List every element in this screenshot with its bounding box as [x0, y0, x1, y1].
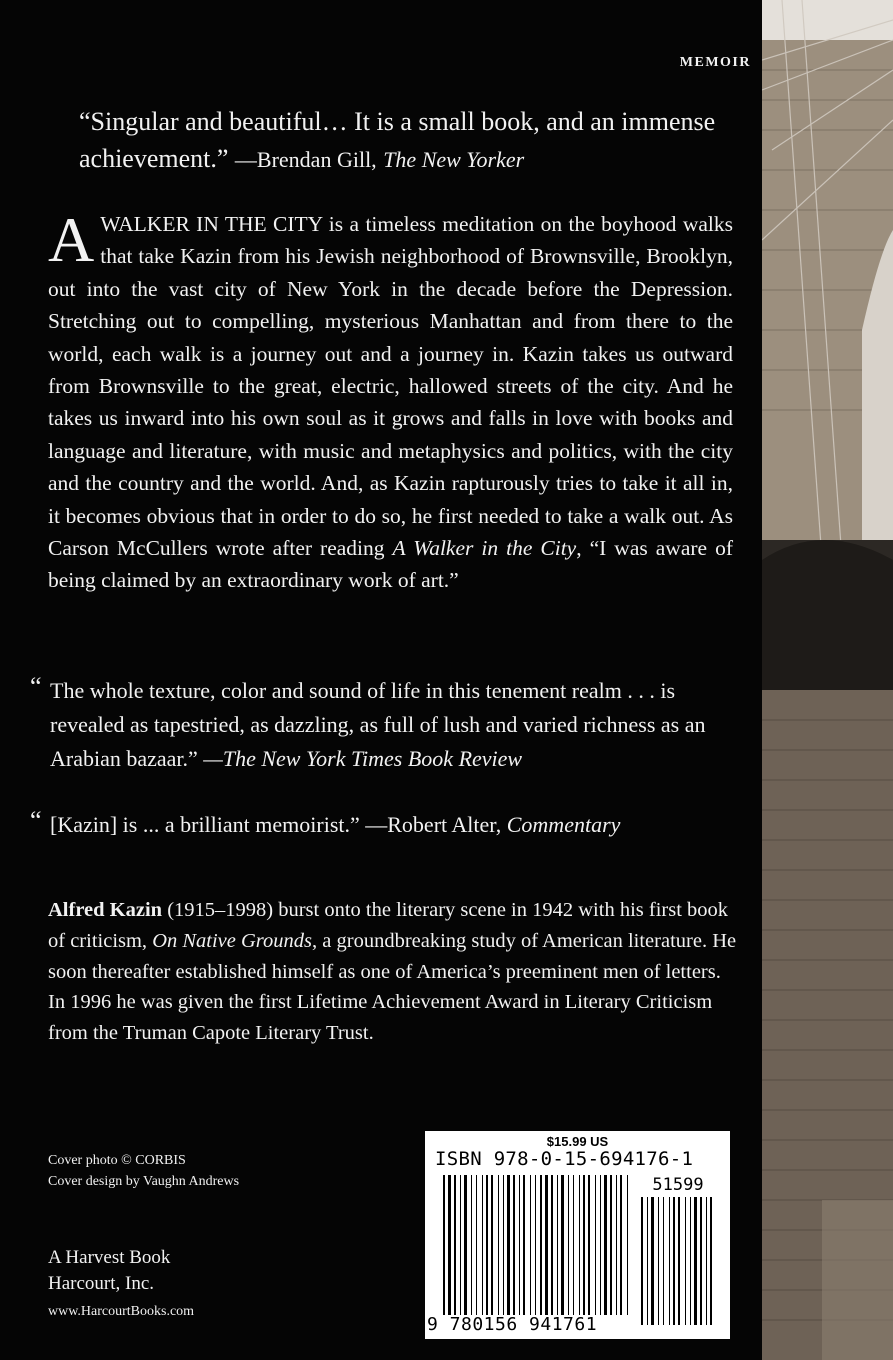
publisher-info — [48, 1245, 194, 1327]
section-label: MEMOIR — [679, 55, 751, 70]
barcode-bar — [523, 1175, 525, 1315]
description-title-caps: WALKER IN THE CITY — [100, 212, 323, 236]
barcode-bar — [573, 1175, 574, 1315]
barcode-bar — [491, 1175, 493, 1315]
barcode-bar — [600, 1175, 601, 1315]
top-quote-source: The New Yorker — [383, 147, 525, 172]
addon-bar — [651, 1197, 654, 1325]
addon-bar — [641, 1197, 643, 1325]
review-quote-source: —The New York Times Book Review — [203, 746, 523, 771]
cover-credits — [48, 1150, 239, 1192]
book-description — [48, 204, 733, 597]
quote-mark: “ — [30, 672, 42, 701]
barcode-bar — [476, 1175, 477, 1315]
price: $15.99 US — [546, 1134, 609, 1149]
description-text-2: , “I was aware of being claimed by an extraordinary work of art.” — [48, 536, 733, 593]
barcode-bar — [454, 1175, 456, 1315]
barcode-bar — [616, 1175, 617, 1315]
review-quote-nyt — [30, 674, 710, 776]
description-book-title: A Walker in the City — [392, 536, 577, 561]
barcode-bar — [583, 1175, 585, 1315]
publisher-imprint: A Harvest Book — [48, 1247, 171, 1268]
barcode-bar — [545, 1175, 548, 1315]
bio-book-title: On Native Grounds — [152, 929, 313, 952]
addon-bar — [710, 1197, 712, 1325]
drop-cap: A — [48, 204, 95, 275]
barcode-bar — [561, 1175, 564, 1315]
barcode-bar — [620, 1175, 622, 1315]
bio-text-1: (1915–1998) burst onto the literary scene in 1942 with his first book of criticism, — [48, 899, 729, 952]
barcode-bar — [568, 1175, 569, 1315]
price-addon-digits: 51599 — [635, 1175, 721, 1195]
barcode-bar — [513, 1175, 515, 1315]
addon-bar — [663, 1197, 664, 1325]
addon-bar — [658, 1197, 659, 1325]
barcode-bar — [482, 1175, 483, 1315]
addon-bar — [690, 1197, 691, 1325]
author-name: Alfred Kazin — [48, 899, 163, 921]
review-quote-text: The whole texture, color and sound of life in this tenement realm . . . is revealed as tapestried, as dazzling, as full of lush and varied richness as an Arabian bazaar.” — [50, 678, 706, 771]
ean-digits: 9 780156 941761 — [427, 1314, 598, 1335]
addon-bar — [673, 1197, 675, 1325]
barcode-bar — [486, 1175, 488, 1315]
review-quote-commentary — [30, 808, 710, 842]
top-quote-attribution: —Brendan Gill, — [234, 147, 377, 172]
publisher-name: Harcourt, Inc. — [48, 1273, 155, 1294]
barcode-bar — [535, 1175, 536, 1315]
barcode-bar — [604, 1175, 607, 1315]
barcode-bar — [588, 1175, 590, 1315]
barcode-bar — [627, 1175, 628, 1315]
description-text-1: is a timeless meditation on the boyhood walks that take Kazin from his Jewish neighborhood of Brownsville, Brooklyn, out into the vast city of New York in the decade before the Depression. Stretching out to compelling, mysterious Manhattan and from there to the world, each walk is a journey out and a journey in. Kazin takes us outward from Brownsville to the great, electric, hallowed streets of the city. And he takes us inward into his own soul as it grows and falls in love with books and language and literature, with music and metaphysics and politics, with the city and the country and the world. And, as Kazin rapturously tries to take it all in, it becomes obvious that in order to do so, he first needed to take a walk out. As Carson McCullers wrote after reading — [48, 212, 733, 561]
quote-mark: “ — [30, 806, 42, 835]
barcode-bar — [579, 1175, 580, 1315]
barcode-bar — [448, 1175, 451, 1315]
barcode-bar — [503, 1175, 504, 1315]
barcode-bars — [443, 1175, 713, 1325]
bridge-photo-strip — [762, 0, 893, 1360]
photo-credit: Cover photo © CORBIS — [48, 1153, 186, 1168]
addon-bar — [669, 1197, 670, 1325]
addon-bar — [678, 1197, 680, 1325]
bio-text-2: , a groundbreaking study of American literature. He soon thereafter established himself as one of America’s preeminent men of letters. In 1996 he was given the first Lifetime Achievement Award in Literary Criticism from the Truman Capote Literary Trust. — [48, 929, 737, 1045]
bridge-illustration — [762, 0, 893, 1360]
barcode-bar — [610, 1175, 612, 1315]
review-quote-text: [Kazin] is ... a brilliant memoirist.” —Robert Alter, — [50, 812, 507, 837]
top-review-quote — [79, 103, 739, 178]
author-bio — [48, 895, 738, 1049]
addon-bar — [706, 1197, 707, 1325]
addon-bar — [685, 1197, 686, 1325]
isbn-number: ISBN 978-0-15-694176-1 — [435, 1148, 694, 1170]
design-credit: Cover design by Vaughn Andrews — [48, 1174, 240, 1189]
barcode-bar — [595, 1175, 596, 1315]
barcode-bar — [498, 1175, 499, 1315]
top-quote-text: “Singular and beautiful… It is a small book, and an immense achievement.” — [79, 107, 716, 173]
barcode-bar — [519, 1175, 520, 1315]
publisher-url: www.HarcourtBooks.com — [48, 1304, 195, 1319]
barcode-bar — [530, 1175, 531, 1315]
addon-bar — [694, 1197, 697, 1325]
barcode-bar — [471, 1175, 472, 1315]
barcode-bar — [443, 1175, 445, 1315]
barcode-bar — [464, 1175, 467, 1315]
barcode-bar — [540, 1175, 542, 1315]
barcode-label — [425, 1131, 730, 1339]
barcode-bar — [460, 1175, 461, 1315]
barcode-bar — [551, 1175, 553, 1315]
barcode-bar — [507, 1175, 510, 1315]
addon-bar — [647, 1197, 648, 1325]
review-quote-source: Commentary — [506, 812, 621, 837]
addon-bar — [700, 1197, 702, 1325]
barcode-bar — [557, 1175, 558, 1315]
